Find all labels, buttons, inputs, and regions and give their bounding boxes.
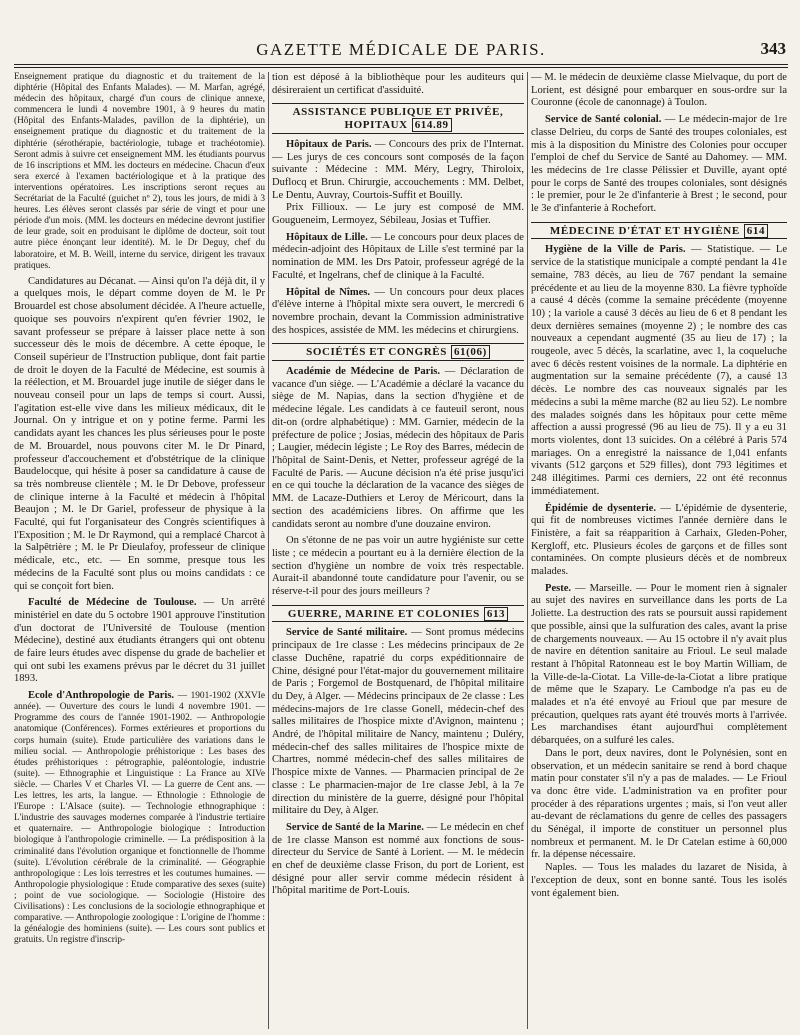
article-body: — Concours des prix de l'Internat. — Les jurys de ces concours sont composés de la façon suivante : Médecine : MM. Méry, Legry, Thiroloix, Duflocq et Brun. Chirurgie, accouchements : MM. Delbet, Le Dentu, Auvray, Courtois-Suffit et Bouilly. xyxy=(272,138,524,201)
section-code: 614.89 xyxy=(412,118,452,132)
article-heading: Hôpital de Nîmes. xyxy=(286,286,371,298)
column-divider xyxy=(268,72,269,1029)
article-academy-medicine xyxy=(272,366,524,531)
article-plague xyxy=(531,583,787,748)
section-code: 61(06) xyxy=(451,345,490,359)
article-paris-hospitals xyxy=(272,139,524,203)
section-code: 613 xyxy=(484,607,508,621)
section-title: ASSISTANCE PUBLIQUE ET PRIVÉE, HOPITAUX xyxy=(292,106,504,132)
article-heading: Service de Santé colonial. xyxy=(545,114,662,126)
article-body: — Sont promus médecins principaux de 1re classe : Les médecins principaux de 2e classe Duchêne, rapatrié du corps expéditionnaire de Chine, désigné pour l'état-major du gouvernement militaire de Paris ; Forgemol de Bostquenard, de l'hôpital militaire du Dey, à Alger. — Médecins principaux de 2e classe : Les médecins-majors de 1re classe Gonell, médecin-chef des salles militaires de l'hospice mixte d'Avignon, maintenu ; André, de l'hôpital militaire de Nancy, maintenu ; Duléry, médecin-chef des salles militaires de l'hospice mixte de Chartres, nommé médecin-chef des salles militaires de l'hospice mixte de Vannes. — Pharmacien principal de 2e classe : Le pharmacien-major de 1re classe Jebl, à la 7e direction du ministère de la guerre, désigné pour l'hôpital militaire du Dey, à Alger. xyxy=(272,627,524,817)
section-code: 614 xyxy=(744,224,768,238)
header-rule-thin xyxy=(14,67,788,68)
article-continuation: — M. le médecin de deuxième classe Mielvaque, du port de Lorient, est désigné pour embarquer en sous-ordre sur la Couronne (école de canonnage) à Toulon. xyxy=(531,72,787,109)
article-dysentery xyxy=(531,503,787,579)
article-navy-health xyxy=(272,822,524,898)
article-heading: Hôpitaux de Lille. xyxy=(286,231,368,243)
article-body: — Un concours pour deux places d'élève interne à l'hôpital mixte sera ouvert, le mercredi 6 novembre prochain, devant la Commission administrative des hospices, assistée de MM. les médecins et chirurgiens. xyxy=(272,286,524,336)
article-deanship-candidates: Candidatures au Décanat. — Ainsi qu'on l'a déjà dit, il y a quelques mois, le départ comme doyen de M. le Pr Brouardel est chose absolument décidée. A l'heure actuelle, quoique ses pouvoirs n'expirent qu'en février 1902, le savant professeur se prépare à laisser place nette à son successeur dès le mois de décembre. A cette époque, le Conseil supérieur de l'Instruction publique, dont fait partie de droit le doyen de la Faculté de Médecine, est soumis à la réélection, et M. Brouardel juge inutile de siéger dans le nouveau conseil pour un laps de temps si court. Aussi, l'agitation est-elle vive dans les milieux médicaux, dit le Journal. On y intrigue et on y potine ferme. Parmi les candidats ayant les chances les plus sérieuses pour le poste de M. Brouardel, nous pouvons citer M. le Dr Pinard, professeur d'accouchement et d'obstétrique de la clinique Baudelocque, qui hésite à poser sa candidature à cause de sa très nombreuse clientèle ; M. le Dr Debove, professeur de clinique interne à la Faculté et médecin à l'hôpital Beaujon ; M. le Dr Gariel, professeur de physique à la Faculté, qui fut l'organisateur des Congrès scientifiques à l'Exposition ; M. le Dr Raymond, qui a remplacé Charcot à la Salpêtrière ; M. le Pr Dieulafoy, professeur de clinique médicale, etc., etc. — En somme, presque tous les médecins de la Faculté sont plus ou moins candidats : ce qui se conçoit fort bien. xyxy=(14,275,265,592)
article-plague-naples: Naples. — Tous les malades du lazaret de Nisida, à l'exception de deux, sont en bonne santé. Tous les isolés vont également bien. xyxy=(531,862,787,899)
article-heading: Épidémie de dysenterie. xyxy=(545,502,656,514)
article-body: — Marseille. — Pour le moment rien à signaler au sujet des navires en surveillance dans les ports de La Joliette. La destruction des rats se poursuit aussi rapidement que possible, ainsi que la sulfuration des cales, avant la prise de chargements nouveaux. — Au 15 octobre il n'y avait plus de navire en détention sanitaire au Frioul. Le seul malade restant à l'hôpital Ratonneau est le boy Martin William, de la Ville-de-la-Ciotat. La Ville-de-la-Ciotat a libre pratique de même que le Szapary. Le Cambodge n'a pas eu de malades et n'a été envoyé au Frioul que par mesure de précaution, quelques rats ayant été trouvés morts à l'arrivée. Les marchandises étant aujourd'hui complètement débarquées, on a sulfuré les cales. xyxy=(531,582,787,747)
article-heading: Hôpitaux de Paris. xyxy=(286,138,372,150)
article-continuation: tion est déposé à la bibliothèque pour les auditeurs qui désireraient un certificat d'assiduité. xyxy=(272,72,524,96)
article-body: — Le concours pour deux places de médecin-adjoint des Hôpitaux de Lille s'est terminé par la nomination de MM. les Drs Patoir, professeur agrégé de la Faculté, et Ingelrans, chef de clinique à la Faculté. xyxy=(272,231,524,281)
article-heading: Faculté de Médecine de Toulouse. xyxy=(28,597,197,609)
article-heading: Ecole d'Anthropologie de Paris. xyxy=(28,690,175,702)
article-heading: Service de Santé militaire. xyxy=(286,627,408,639)
article-body: — L'épidémie de dysenterie, qui fit de nombreuses victimes l'année dernière dans le Finistère, a fait sa réapparition à Carhaix, Gleden-Poher, Kergloff, etc. Plusieurs écoles de garçons et de filles sont contaminées. On compte plusieurs décès et de nombreux malades. xyxy=(531,502,787,578)
article-prix-fillioux: Prix Fillioux. — Le jury est composé de MM. Gougueneim, Lermoyez, Sébileau, Josias et Tuffier. xyxy=(272,202,524,227)
article-paris-hygiene xyxy=(531,244,787,498)
article-anthropology-school xyxy=(14,690,265,946)
article-heading: Service de Santé de la Marine. xyxy=(286,821,424,833)
section-heading-assistance xyxy=(272,103,524,133)
column-1 xyxy=(14,72,265,1029)
column-divider xyxy=(527,72,528,1029)
journal-title: GAZETTE MÉDICALE DE PARIS. xyxy=(256,40,546,59)
article-colonial-health xyxy=(531,114,787,216)
article-heading: Académie de Médecine de Paris. xyxy=(286,366,441,378)
article-nimes-hospital xyxy=(272,287,524,338)
section-heading-state-medicine xyxy=(531,222,787,240)
article-plague-port: Dans le port, deux navires, dont le Polynésien, sont en observation, et un médecin sanitaire se rend à bord chaque matin pour constater s'il n'y a pas de malades. — Le Frioul va donc être vide. L'administration va en profiter pour procéder à des réparations urgentes ; mais, si l'on veut aller au-devant de réclamations du genre de celles des passagers du Sénégal, il importe de constituer un personnel plus nombreux et permanent. M. le Dr Catelan estime à 60,000 fr. la dépense nécessaire. xyxy=(531,747,787,861)
article-body: — Le médecin en chef de 1re classe Manson est nommé aux fonctions de sous-directeur du Service de Santé à Lorient. — M. le médecin en chef de deuxième classe Frison, du port de Lorient, est désigné pour aller servir comme médecin résident à l'hôpital maritime de Port-Louis. xyxy=(272,821,524,897)
article-heading: Hygiène de la Ville de Paris. xyxy=(545,244,686,256)
article-heading: Peste. xyxy=(545,582,572,594)
section-heading-societies xyxy=(272,343,524,361)
article-body: — Le médecin-major de 1re classe Delrieu, du corps de Santé des troupes coloniales, est mis à la disposition du Ministre des Colonies pour occuper l'emploi de chef du Service de Santé au Dahomey. — MM. les médecins de 1re classe Pélissier et Duville, ayant opté pour le corps de Santé des troupes coloniales, sont désignés : le premier, pour le 2e d'infanterie à Brest ; le second, pour le 3e d'infanterie à Rochefort. xyxy=(531,114,787,215)
section-title: SOCIÉTÉS ET CONGRÈS xyxy=(306,346,447,359)
article-body: — Un arrêté ministériel en date du 5 octobre 1901 approuve l'institution d'un doctorat de l'Université de Toulouse (mention Médecine), destiné aux étudiants étrangers qui ont obtenu de faire leurs études avec dispense du grade de bachelier et qui ont subi les examens prévus par le décret du 31 juillet 1893. xyxy=(14,597,265,685)
article-military-health xyxy=(272,627,524,818)
page-header xyxy=(14,36,788,64)
article-hygienist-note: On s'étonne de ne pas voir un autre hygiéniste sur cette liste ; ce médecin a pourtant eu à la dernière élection de la section d'hygiène un nombre de voix très respectable. Aurait-il abandonné toute candidature pour l'avenir, ou se réserve-t-il pour des jours meilleurs ? xyxy=(272,535,524,598)
article-diphtheria-teaching: Enseignement pratique du diagnostic et du traitement de la diphtérie (Hôpital des Enfants Malades). — M. Marfan, agrégé, médecin des hôpitaux, chargé d'un cours de clinique annexe, commencera le lundi 4 novembre 1901, à 9 heures du matin (Hôpital des Enfants-Malades, pavillon de la diphtérie), un enseignement pratique du diagnostic et du traitement de la diphtérie (sérothérapie, bactériologie, tubage et trachéotomie). Seront admis à suivre cet enseignement MM. les étudiants pourvus de 16 inscriptions et MM. les docteurs en médecine. Chacun d'eux sera exercé à l'examen bactériologique et à la pratique des interventions opératoires. Les inscriptions seront reçues au Secrétariat de la Faculté (guichet nº 2), tous les jours, de midi à 3 heures. Les élèves seront classés par série de vingt et pour une période d'un mois. (MM. les docteurs en médecine devront justifier de leur grade, soit en produisant le diplôme de docteur, soit tout autre pièce énonçant leur identité). M. le Dr Deguy, chef du laboratoire, et M. B. Weill, interne du service, dirigent les travaux pratiques. xyxy=(14,72,265,271)
section-heading-war-navy xyxy=(272,605,524,623)
article-body: — 1901-1902 (XXVIe année). — Ouverture des cours le lundi 4 novembre 1901. — Programme des cours de l'année 1901-1902. — Anthropologie anatomique (Conférences). Formes extérieures et proportions du corps humain (suite). Etude particulière des variations dans le milieu social. — Anthropologie préhistorique : Les bases des études préhistoriques : pétrographie, paléontologie, industrie (suite). — Ethnographie et Linguistique : La France au XIVe siècle. — Charles V et Charles VI. — La guerre de Cent ans. — Les lettres, les arts, la langue. — Ethnologie : Ethnologie de l'Europe : L'Alsace (suite). — Technologie ethnographique : L'industrie des sauvages modernes comparée à l'industrie tertiaire et quaternaire. — Anthropologie biologique : Introduction biologique à l'anthropologie criminelle. — La prédisposition à la criminalité dans l'évolution organique et fonctionnelle de l'homme (suite). L'évolution cérébrale de la criminalité. — Géographie anthropologique : Les lois terrestres et les coutumes humaines. — Anthropologie physiologique : Etude comparative des sexes (suite) ; point de vue sociologique. — Sociologie (Histoire des Civilisations) : Les conclusions de la sociologie ethnographique et comparative. — Anthropologie zoologique : L'origine de l'homme : la généalogie des hominiens (suite). — Les cours sont publics et gratuits. Un registre d'inscrip- xyxy=(14,691,265,946)
article-lille-hospitals xyxy=(272,232,524,283)
article-body: — Statistique. — Le service de la statistique municipale a compté pendant la 41e semaine, 783 décès, au lieu de 767 pendant la semaine précédente et au lieu de la moyenne 830. La fièvre typhoïde a causé 4 décès (comme la semaine précédente (moyenne 10) ; la variole a causé 3 décès au lieu de 6 et 8 pendant les deux dernières semaines (moyenne 2) ; le nombre des cas nouveaux a cependant augmenté (35 au lieu de 17) ; la rougeole, avec 5 décès, la scarlatine, avec 1, la coqueluche avec 6 décès restent voisines de la normale. La diphtérie en augmentation sur la semaine précédente (7), a causé 13 décès. Le nombre des cas nouveaux signalés par les médecins a subi la même marche (82 au lieu 52). Le nombre des malades soignés dans les hôpitaux pour cette même affection a aussi progressé (96 au lieu de 75). Il y a eu 31 morts violentes, dont 13 suicides. On a célébré à Paris 574 mariages. On a enregistré la naissance de 1,041 enfants vivants (512 garçons et 529 filles), dont 793 légitimes et 248 illégitimes. Parmi ces derniers, 22 ont été reconnus immédiatement. xyxy=(531,244,787,497)
section-title: GUERRE, MARINE ET COLONIES xyxy=(287,607,480,620)
column-2 xyxy=(272,72,524,1029)
article-toulouse-faculty xyxy=(14,597,265,686)
article-body: — Déclaration de vacance d'un siège. — L'Académie a déclaré la vacance du siège de M. Napias, dans la section d'hygiène et de médecine légale. Les candidats à ce fauteuil seront, nous dit-on (ordre alphabétique) : MM. Garnier, médecin de la préfecture de police ; Josias, médecin des hôpitaux de Paris ; Laugier, médecin légiste ; Le Roy des Barres, médecin de l'hôpital de Saint-Denis, et Netter, professeur agrégé de la Faculté de Paris. — Aucune décision n'a été prise jusqu'ici en ce qui touche la déclaration de la vacance des sièges de MM. de Lacaze-Duthiers et Leroy de Méricourt, dans la section des académiciens libres. On affirme que les candidats seront au nombre d'une douzaine environ. xyxy=(272,366,524,530)
column-3 xyxy=(531,72,787,1029)
header-rule xyxy=(14,64,788,65)
page-number: 343 xyxy=(760,39,786,58)
section-title: MÉDECINE D'ÉTAT ET HYGIÈNE xyxy=(549,224,740,237)
